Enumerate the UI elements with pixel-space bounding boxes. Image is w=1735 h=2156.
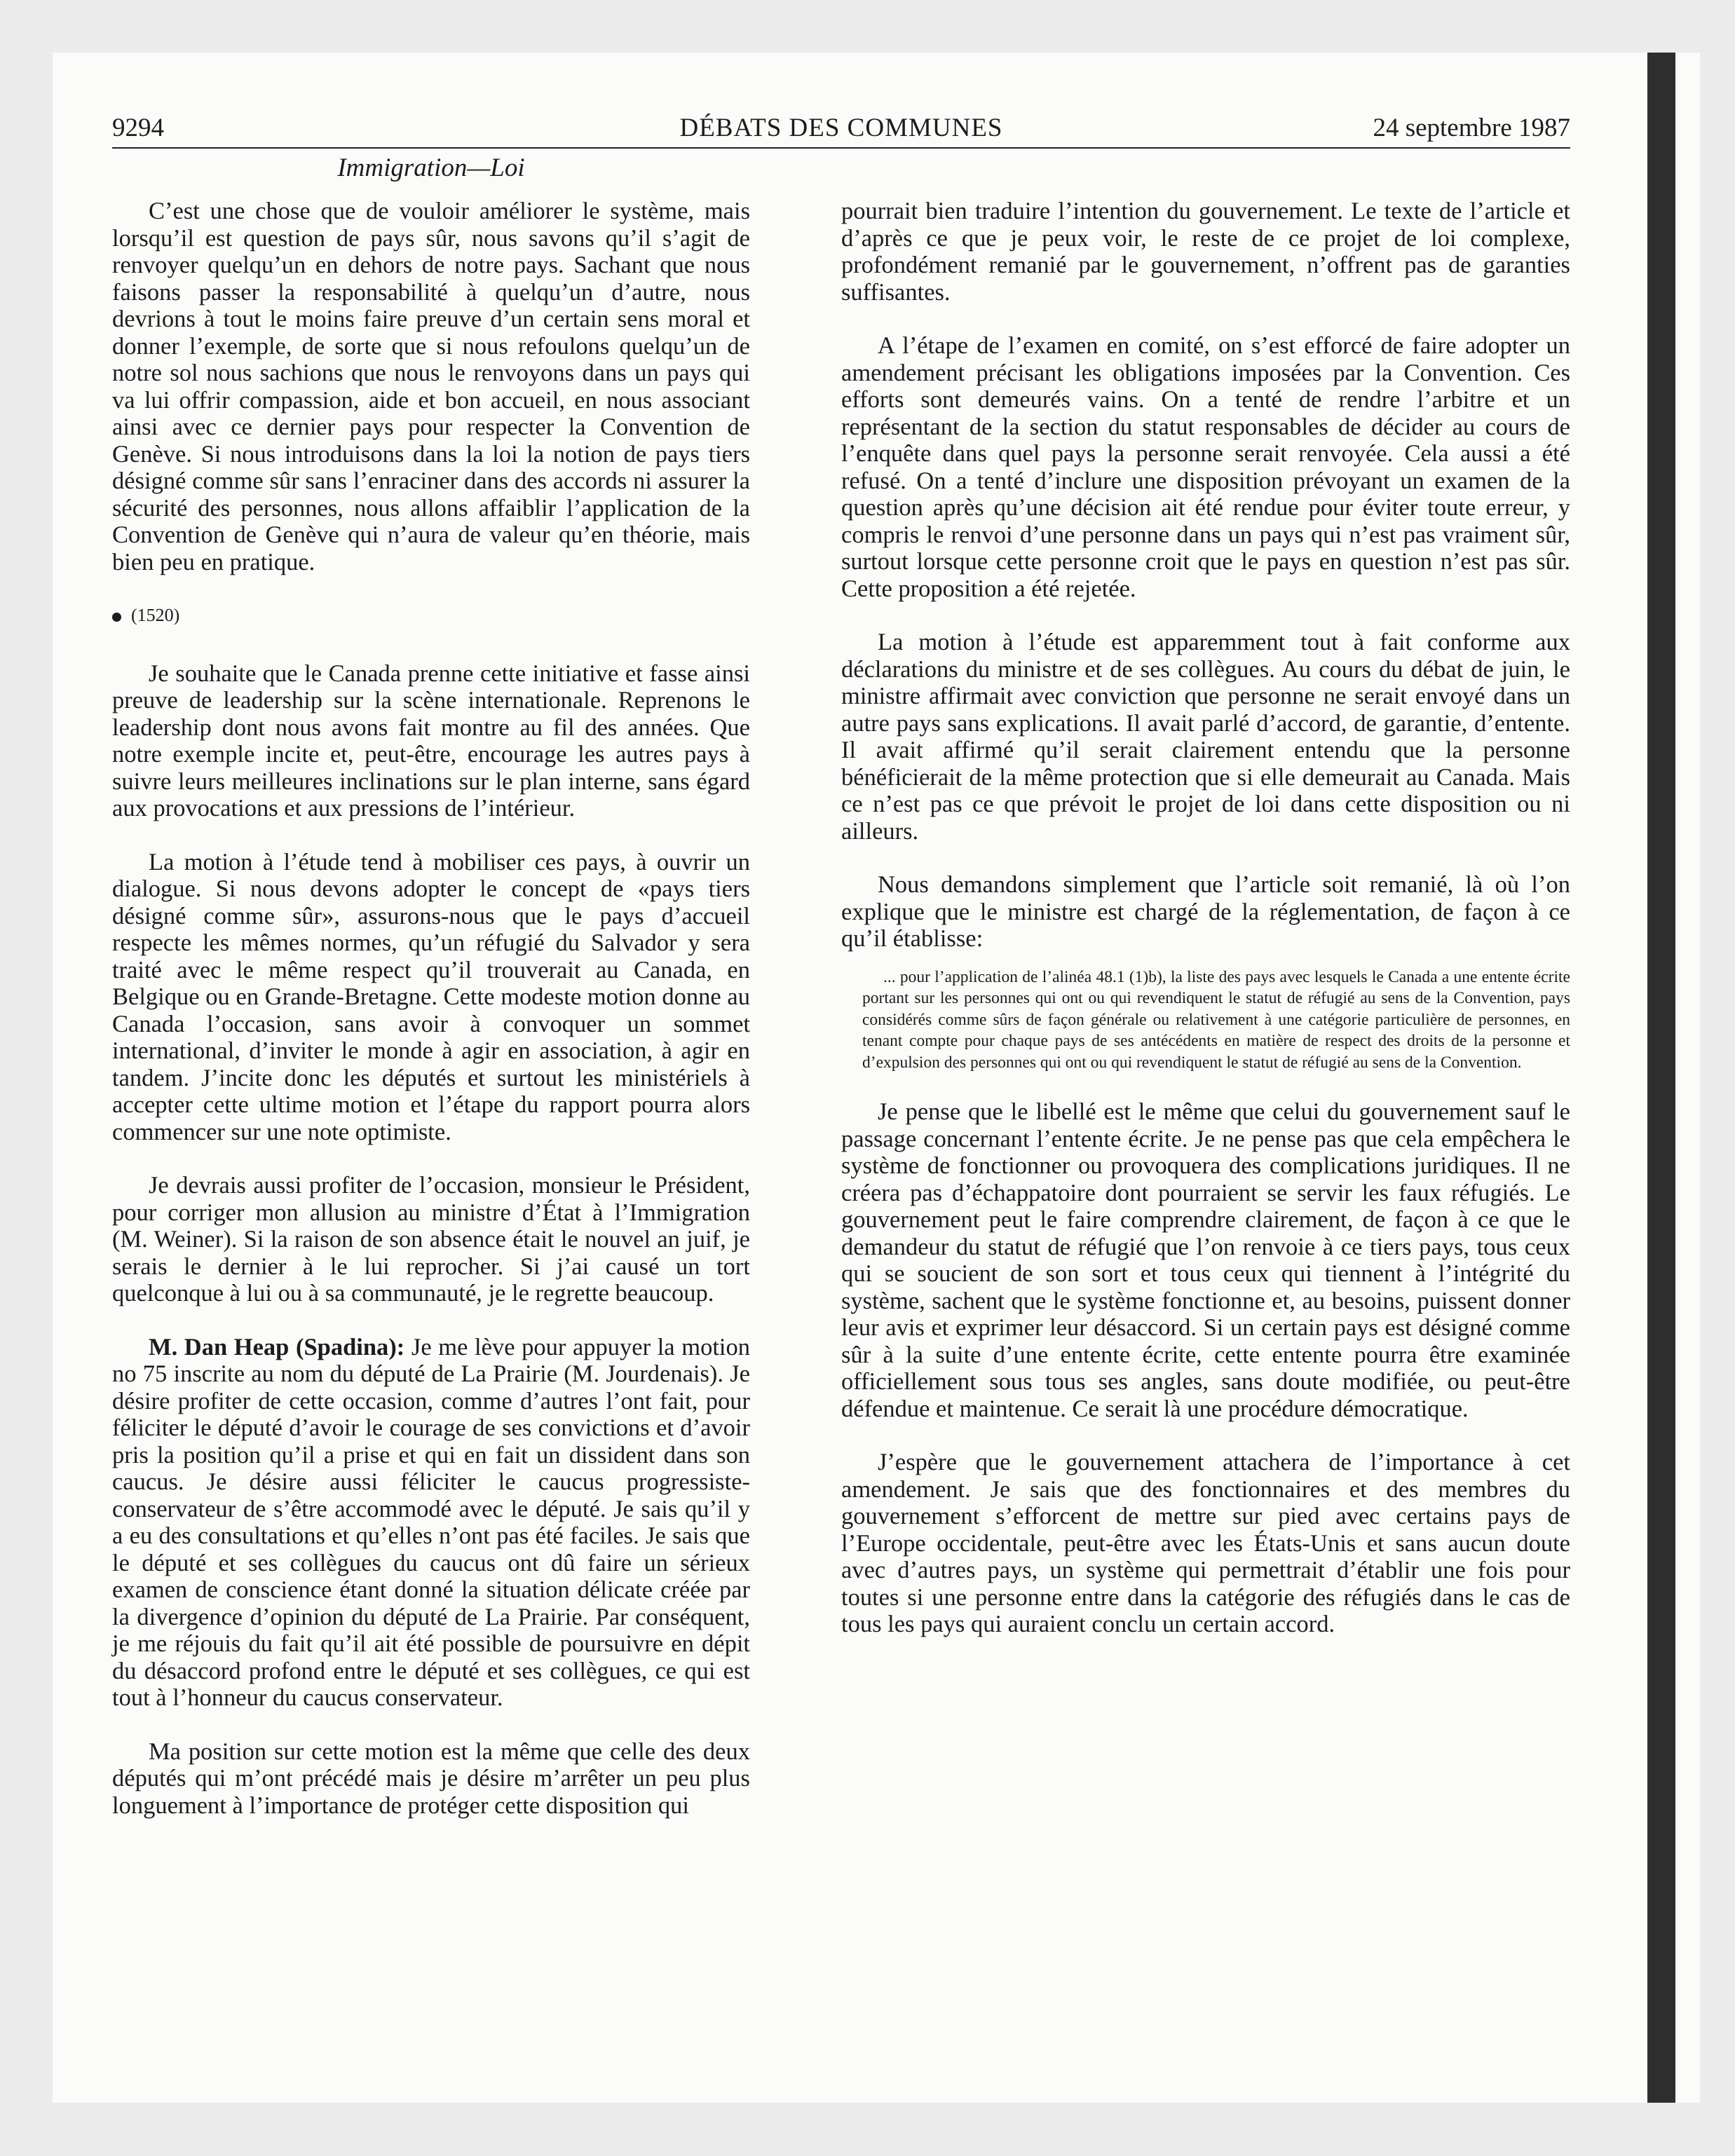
page-date: 24 septembre 1987	[1373, 114, 1570, 142]
paragraph: J’espère que le gouvernement attachera de l’importance à cet amendement. Je sais que des fonctionnaires et des membres du gouvernement s’efforcent de mettre sur pied avec certains pays de l’Europe occidentale, peut-être avec les États-Unis et sans aucun doute avec d’autres pays, un système qui permettrait d’établir une fois pour toutes si une personne entre dans la catégorie des réfugiés dans le cas de tous les pays qui auraient conclu un certain accord.	[841, 1449, 1570, 1637]
time-marker-label: (1520)	[131, 605, 180, 625]
scan-edge-shadow	[1647, 53, 1675, 2103]
journal-title: DÉBATS DES COMMUNES	[679, 114, 1003, 142]
paragraph: Je souhaite que le Canada prenne cette initiative et fasse ainsi preuve de leadership sur la scène internationale. Reprenons le leadership dont nous avons fait montre au fil des années. Que notre exemple incite et, peut-être, encourage les autres pays à suivre leurs meilleures inclinations sur le plan interne, sans égard aux provocations et aux pressions de l’intérieur.	[112, 660, 750, 821]
speaker-paragraph	[112, 1334, 750, 1712]
speech-text: Je me lève pour appuyer la motion no 75 inscrite au nom du député de La Prairie (M. Jourdenais). Je désire profiter de cette occasion, comme d’autres l’ont fait, pour féliciter le député d’avoir le courage de ses convictions et d’avoir pris la position qu’il a prise et qui en fait un dissident dans son caucus. Je désire aussi féliciter le caucus progressiste-conservateur de s’être accommodé avec le député. Je sais qu’il y a eu des consultations et qu’elles n’ont pas été faciles. Je sais que le député et ses collègues du caucus ont dû faire un sérieux examen de conscience étant donné la situation délicate créée par la divergence d’opinion du député de La Prairie. Par conséquent, je me réjouis du fait qu’il ait été possible de poursuivre en dépit du désaccord profond entre le député et ses collègues, ce qui est tout à l’honneur du caucus conservateur.	[112, 1333, 750, 1711]
page-number: 9294	[112, 114, 164, 142]
paragraph: Je devrais aussi profiter de l’occasion, monsieur le Président, pour corriger mon allusion au ministre d’État à l’Immigration (M. Weiner). Si la raison de son absence était le nouvel an juif, je serais le dernier à le lui reprocher. Si j’ai causé un tort quelconque à lui ou à sa communauté, je le regrette beaucoup.	[112, 1172, 750, 1306]
paragraph: A l’étape de l’examen en comité, on s’est efforcé de faire adopter un amendement précisant les obligations imposées par la Convention. Ces efforts sont demeurés vains. On a tenté de rendre l’arbitre et un représentant de la section du statut responsables de décider au cours de l’enquête dans quel pays la personne serait renvoyée. Cela aussi a été refusé. On a tenté d’inclure une disposition prévoyant un examen de la question après qu’une décision ait été rendue pour éviter toute erreur, y compris le renvoi d’une personne dans un pays qui n’est pas vraiment sûr, surtout lorsque cette personne croit que le pays en question n’est pas sûr. Cette proposition a été rejetée.	[841, 332, 1570, 602]
bullet-dot-icon	[112, 613, 121, 622]
speaker-name: M. Dan Heap (Spadina):	[149, 1333, 405, 1360]
block-quote: ... pour l’application de l’alinéa 48.1 (1)b), la liste des pays avec lesquels le Canada a une entente écrite portant sur les personnes qui ont ou qui revendiquent le statut de réfugié au sens de la Convention, pays considérés comme sûrs de façon générale ou relativement à une catégorie particulière de personnes, en tenant compte pour chaque pays de ses antécédents en matière de respect des droits de la personne et d’expulsion des personnes qui ont ou qui revendiquent le statut de réfugié au sens de la Convention.	[862, 967, 1570, 1072]
page-header	[112, 98, 1570, 149]
paragraph: Je pense que le libellé est le même que celui du gouvernement sauf le passage concernant l’entente écrite. Je ne pense pas que cela empêchera le système de fonctionner ou provoquera des complications juridiques. Il ne créera pas d’échappatoire dont pourraient se servir les faux réfugiés. Le gouvernement peut le faire comprendre clairement, de façon à ce que le demandeur du statut de réfugié que l’on renvoie à ce tiers pays, tous ceux qui se soucient de son sort et tous ceux qui tiennent à l’intégrité du système, sachent que le système fonctionne et, au besoins, puissent donner leur avis et exprimer leur désaccord. Si un certain pays est désigné comme sûr à la suite d’une entente écrite, cette entente pourra être examinée officiellement sous tous ses angles, sans doute modifiée, ou peut-être défendue et maintenue. Ce serait là une procédure démocratique.	[841, 1098, 1570, 1422]
paragraph: La motion à l’étude est apparemment tout à fait conforme aux déclarations du ministre et de ses collègues. Au cours du débat de juin, le ministre affirmait avec conviction que personne ne serait envoyé dans un autre pays sans explications. Il avait parlé d’accord, de garantie, d’entente. Il avait affirmé qu’il serait clairement entendu que la personne bénéficierait de la même protection que si elle demeurait au Canada. Mais ce n’est pas ce que prévoit le projet de loi dans cette disposition ou ni ailleurs.	[841, 629, 1570, 845]
paragraph: La motion à l’étude tend à mobiliser ces pays, à ouvrir un dialogue. Si nous devons adopter le concept de «pays tiers désigné comme sûr», assurons-nous que le pays d’accueil respecte les mêmes normes, qu’un réfugié du Salvador y sera traité avec le même respect qu’il trouverait au Canada, en Belgique ou en Grande-Bretagne. Cette modeste motion donne au Canada l’occasion, sans avoir à convoquer un sommet international, d’inviter le monde à agir en association, à agir en tandem. J’incite donc les députés et surtout les ministériels à accepter cette ultime motion et l’étape du rapport pourra alors commencer sur une note optimiste.	[112, 848, 750, 1145]
section-title: Immigration—Loi	[337, 153, 525, 182]
paragraph-continued: pourrait bien traduire l’intention du gouvernement. Le texte de l’article et d’après ce que je peux voir, le reste de ce projet de loi complexe, profondément remanié par le gouvernement, n’offrent pas de garanties suffisantes.	[841, 198, 1570, 306]
right-column	[841, 198, 1570, 1638]
paragraph: Ma position sur cette motion est la même que celle des deux députés qui m’ont précédé mais je désire m’arrêter un peu plus longuement à l’importance de protéger cette disposition qui	[112, 1738, 750, 1819]
left-column	[112, 198, 750, 1819]
paragraph: C’est une chose que de vouloir améliorer le système, mais lorsqu’il est question de pays sûr, nous savons qu’il s’agit de renvoyer quelqu’un en dehors de notre pays. Sachant que nous faisons passer la responsabilité à quelqu’un d’autre, nous devrions à tout le moins faire preuve d’un certain sens moral et donner l’exemple, de sorte que si nous refoulons quelqu’un de notre sol nous sachions que nous le renvoyons dans un pays qui va lui offrir compassion, aide et bon accueil, en nous associant ainsi avec ce dernier pays pour respecter la Convention de Genève. Si nous introduisons dans la loi la notion de pays tiers désigné comme sûr sans l’enraciner dans des accords ni assurer la sécurité des personnes, nous allons affaiblir l’application de la Convention de Genève qui n’aura de valeur qu’en théorie, mais bien peu en pratique.	[112, 198, 750, 575]
time-marker	[112, 602, 750, 629]
paragraph: Nous demandons simplement que l’article soit remanié, là où l’on explique que le ministre est chargé de la réglementation, de façon à ce qu’il établisse:	[841, 871, 1570, 952]
